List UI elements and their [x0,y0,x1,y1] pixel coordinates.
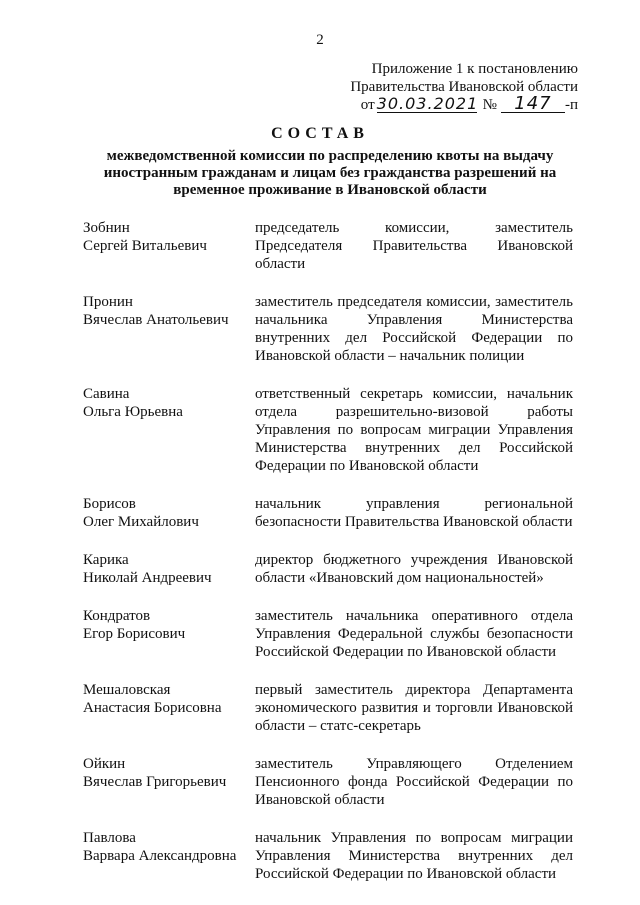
handwritten-date: 30.03.2021 [376,94,479,113]
member-name [83,681,255,735]
member-given-name: Николай Андреевич [83,570,212,586]
member-role: начальник Управления по вопросам миграции Управления Министерства внутренних дел Российской Федерации по Ивановской области [255,830,573,882]
member-name [83,755,255,809]
member-role: ответственный секретарь комиссии, начальник отдела разрешительно-визовой работы Управления по вопросам миграции Управления Министерства внутренних дел Российской Федерации по Ивановской области [255,386,573,474]
member-row [83,551,573,587]
member-surname: Кондратов [83,608,151,624]
number-prefix: № [482,97,497,113]
member-surname: Мешаловская [83,682,171,698]
member-surname: Ойкин [83,756,126,772]
member-given-name: Анастасия Борисовна [83,700,222,716]
member-row [83,607,573,661]
member-surname: Пронин [83,294,133,310]
member-row [83,219,573,273]
appendix-line-1: Приложение 1 к постановлению [371,61,578,77]
member-given-name: Егор Борисович [83,626,186,642]
document-subtitle: межведомственной комиссии по распределению квоты на выдачу иностранным гражданам и лицам без гражданства разрешений на временное проживание в Ивановской области [103,148,557,198]
member-row [83,681,573,735]
member-name [83,551,255,587]
member-given-name: Варвара Александровна [83,848,237,864]
appendix-header [338,60,578,114]
member-name [83,607,255,661]
member-role: заместитель начальника оперативного отдела Управления Федеральной службы безопасности Российской Федерации по Ивановской области [255,608,573,660]
member-row [83,755,573,809]
member-role: начальник управления региональной безопасности Правительства Ивановской области [255,496,573,530]
member-name [83,219,255,273]
member-name [83,829,255,883]
member-given-name: Сергей Витальевич [83,238,207,254]
member-role: заместитель Управляющего Отделением Пенсионного фонда Российской Федерации по Ивановской области [255,756,573,808]
members-list [83,219,573,903]
member-given-name: Вячеслав Григорьевич [83,774,227,790]
member-role: директор бюджетного учреждения Ивановской области «Ивановский дом национальностей» [255,552,573,586]
member-role: заместитель председателя комиссии, заместитель начальника Управления Министерства внутренних дел Российской Федерации по Ивановской области – начальник полиции [255,294,573,364]
member-name [83,385,255,475]
member-row [83,293,573,365]
member-given-name: Ольга Юрьевна [83,404,183,420]
member-surname: Карика [83,552,129,568]
member-surname: Зобнин [83,220,130,236]
date-prefix: от [360,97,375,113]
member-surname: Савина [83,386,130,402]
member-given-name: Олег Михайлович [83,514,199,530]
page-number: 2 [316,32,324,48]
member-role: первый заместитель директора Департамента экономического развития и торговли Ивановской области – статс-секретарь [255,682,573,734]
member-row [83,829,573,883]
appendix-line-2: Правительства Ивановской области [350,79,578,95]
handwritten-number: 147 [501,96,565,113]
member-name [83,293,255,365]
document-title: СОСТАВ [271,125,369,142]
member-given-name: Вячеслав Анатольевич [83,312,229,328]
member-role: председатель комиссии, заместитель Председателя Правительства Ивановской области [255,220,573,272]
decree-date-number [338,93,578,114]
member-name [83,495,255,531]
member-surname: Борисов [83,496,136,512]
member-row [83,495,573,531]
number-suffix: -п [564,97,578,113]
member-surname: Павлова [83,830,136,846]
member-row [83,385,573,475]
